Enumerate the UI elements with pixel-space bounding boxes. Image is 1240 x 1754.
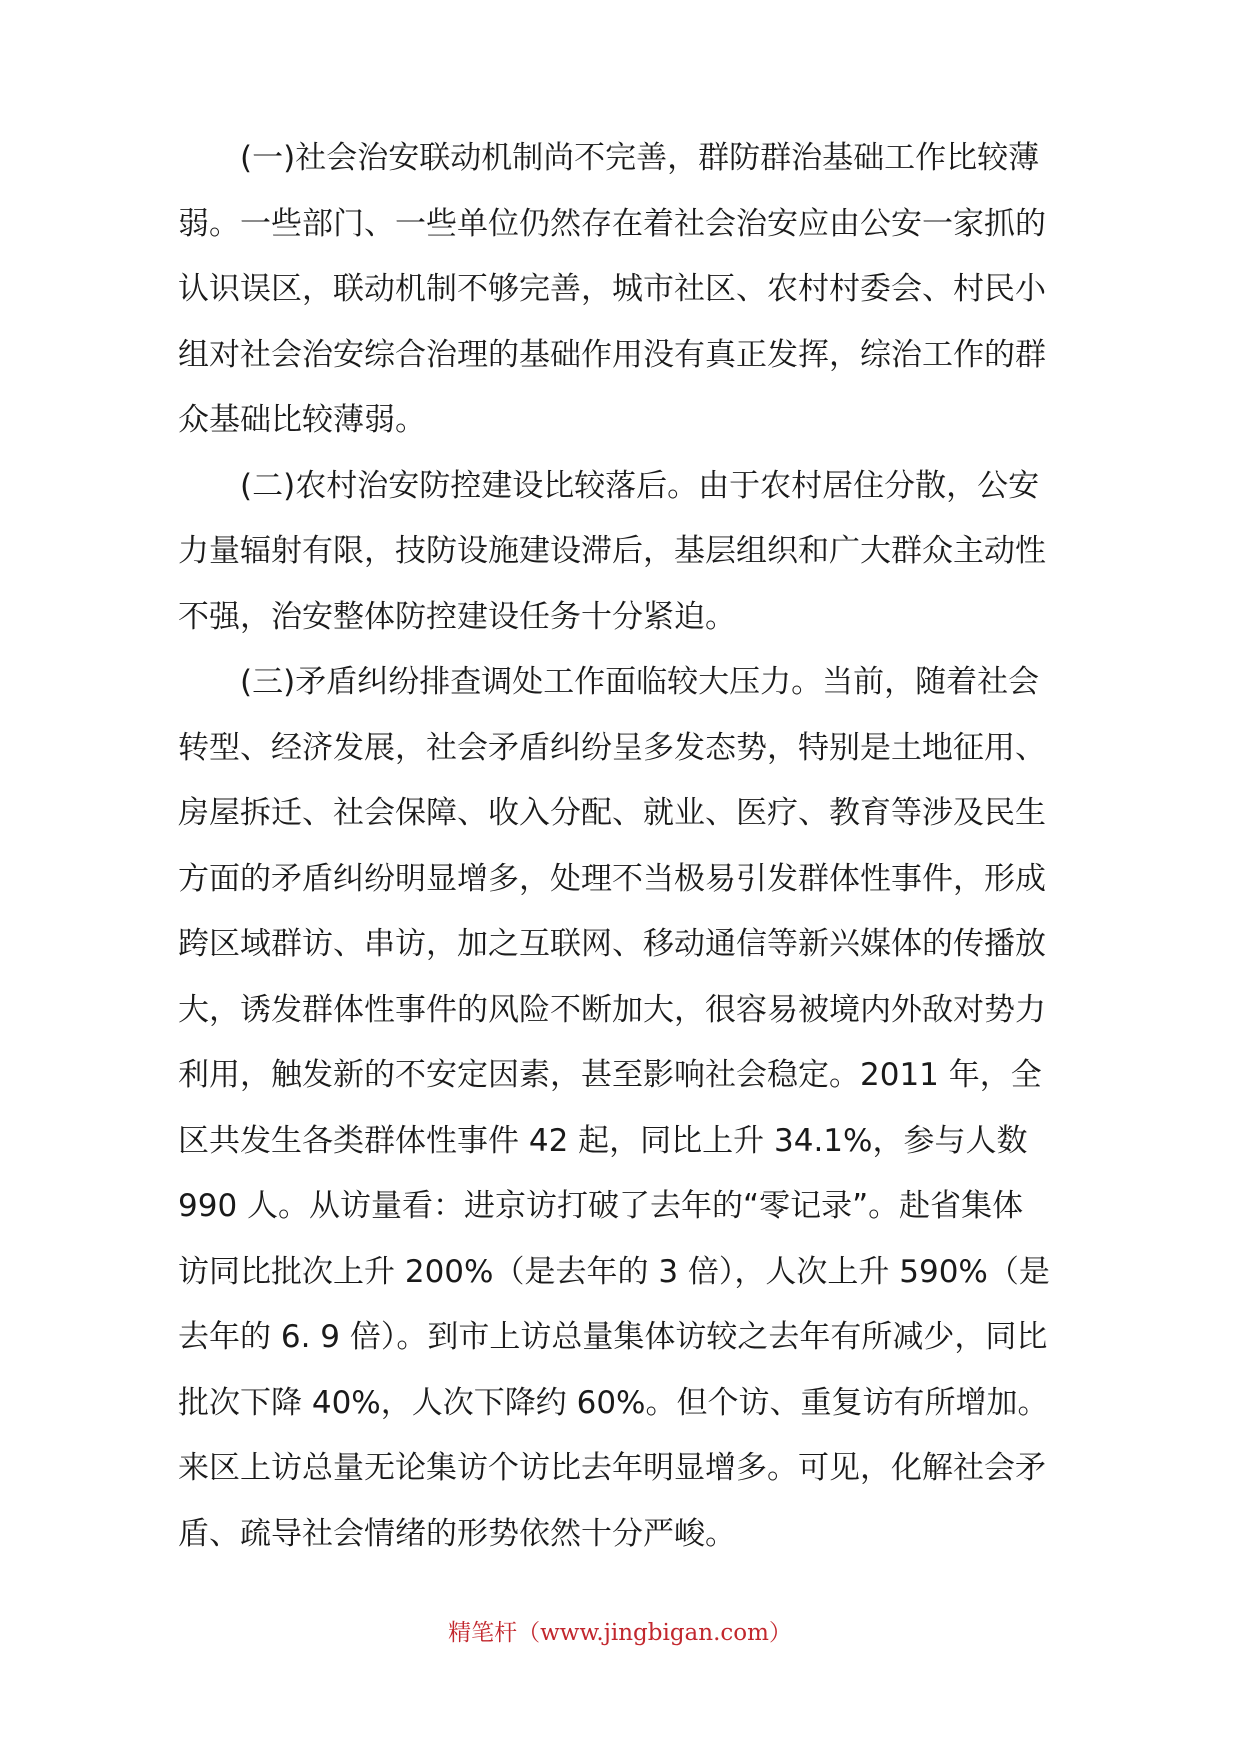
paragraph-3 xyxy=(178,650,1068,1567)
paragraph-line: 访同比批次上升 200%（是去年的 3 倍），人次上升 590%（是 xyxy=(178,1253,1050,1290)
paragraph-line: 不强，治安整体防控建设任务十分紧迫。 xyxy=(178,598,736,635)
document-body xyxy=(178,126,1068,1567)
paragraph-line: (一)社会治安联动机制尚不完善，群防群治基础工作比较薄 xyxy=(240,140,1040,176)
paragraph-line: 众基础比较薄弱。 xyxy=(178,402,426,438)
paragraph-line: 方面的矛盾纠纷明显增多，处理不当极易引发群体性事件，形成 xyxy=(178,860,1046,897)
paragraph-line: 力量辐射有限，技防设施建设滞后，基层组织和广大群众主动性 xyxy=(178,533,1046,569)
paragraph-line: 组对社会治安综合治理的基础作用没有真正发挥，综治工作的群 xyxy=(178,336,1046,373)
paragraph-line: (三)矛盾纠纷排查调处工作面临较大压力。当前，随着社会 xyxy=(240,664,1040,700)
paragraph-2 xyxy=(178,454,1068,651)
paragraph-1 xyxy=(178,126,1068,454)
paragraph-line: 去年的 6. 9 倍）。到市上访总量集体访较之去年有所减少，同比 xyxy=(178,1319,1048,1355)
paragraph-line: (二)农村治安防控建设比较落后。由于农村居住分散，公安 xyxy=(240,467,1040,504)
paragraph-line: 区共发生各类群体性事件 42 起，同比上升 34.1%，参与人数 xyxy=(178,1122,1028,1159)
paragraph-line: 认识误区，联动机制不够完善，城市社区、农村村委会、村民小 xyxy=(178,271,1046,307)
paragraph-line: 大，诱发群体性事件的风险不断加大，很容易被境内外敌对势力 xyxy=(178,991,1046,1028)
paragraph-line: 跨区域群访、串访，加之互联网、移动通信等新兴媒体的传播放 xyxy=(178,926,1046,962)
paragraph-line: 转型、经济发展，社会矛盾纠纷呈多发态势，特别是土地征用、 xyxy=(178,729,1046,766)
paragraph-line: 批次下降 40%，人次下降约 60%。但个访、重复访有所增加。 xyxy=(178,1384,1049,1421)
paragraph-line: 盾、疏导社会情绪的形势依然十分严峻。 xyxy=(178,1515,736,1552)
paragraph-line: 房屋拆迁、社会保障、收入分配、就业、医疗、教育等涉及民生 xyxy=(178,795,1046,831)
paragraph-line: 弱。一些部门、一些单位仍然存在着社会治安应由公安一家抓的 xyxy=(178,205,1046,242)
paragraph-line: 来区上访总量无论集访个访比去年明显增多。可见，化解社会矛 xyxy=(178,1450,1046,1486)
paragraph-line: 990 人。从访量看：进京访打破了去年的“零记录”。赴省集体 xyxy=(178,1188,1024,1224)
footer-watermark-link[interactable]: 精笔杆（www.jingbigan.com） xyxy=(448,1620,792,1646)
paragraph-line: 利用，触发新的不安定因素，甚至影响社会稳定。2011 年，全 xyxy=(178,1057,1042,1093)
